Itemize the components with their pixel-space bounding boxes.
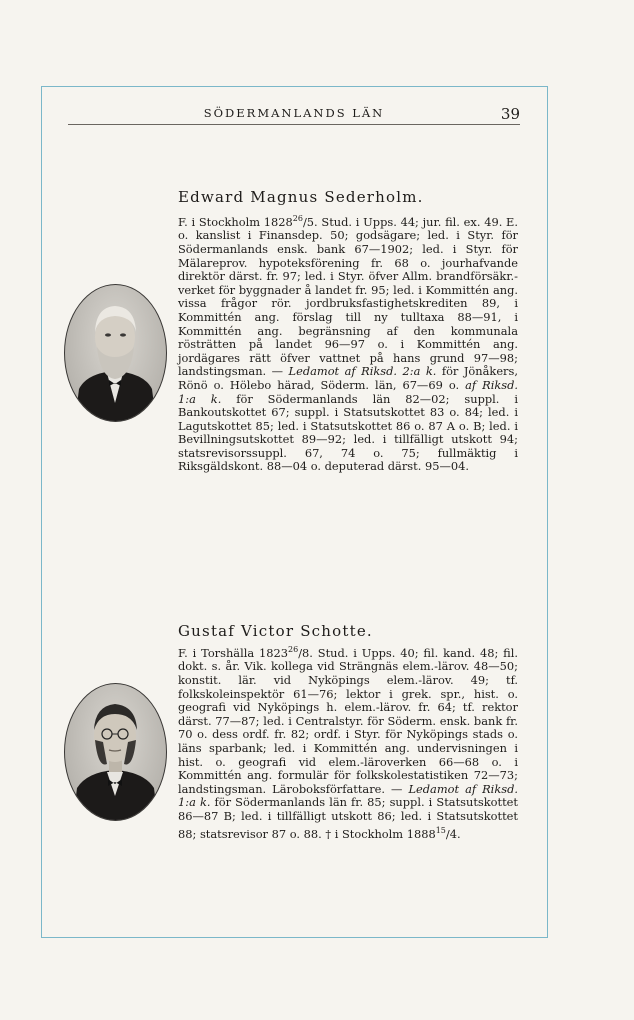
bio-text: /5. Stud. i Upps. 44; jur. fil. ex. 49. E. o. kanslist i Finansdep. 50; godsägare; led. i Styr. för Södermanlands ensk. bank 67—1902; led. i Styr. för Mälareprov. hypoteksförening fr. 68 o. jourhafvande direktör därst. fr. 97; led. i Styr. öfver Allm. brandförsäkr.-verket för byggnader å landet fr. 95; led. i Kommittén ang. vissa frågor rör. jordbruksfastighetskrediten 89, i Kommittén ang. förslag till ny tulltaxa 88—91, i Kommittén ang. begränsning af den kommunala rösträtten på landet 96—97 o. i Kommittén ang. jordägares rätt öfver vattnet på hans grund 97—98; landstingsman. — [178,214,518,379]
page-number: 39 [500,105,520,123]
running-title: SÖDERMANLANDS LÄN [203,106,385,120]
portrait-sederholm [64,284,167,422]
bio-italic: af Riksd. 1:a k. [178,377,518,406]
birth-day-superscript: 26 [288,645,299,654]
bio-italic: Ledamot af Riksd. 2:a k. [288,364,437,379]
running-header [68,104,520,125]
bio-italic: Ledamot af Riksd. 1:a k. [178,781,518,810]
bio-text: /4. [445,826,461,841]
bio-text: F. i Torshälla 1823 [178,645,289,660]
entry-bio-sederholm [178,212,518,474]
entry-name-schotte: Gustaf Victor Schotte. [178,622,373,640]
portrait-schotte [64,683,167,821]
bio-text: för Södermanlands län fr. 85; suppl. i Statsutskottet 86—87 B; led. i tillfälligt utskott 86; led. i Statsutskottet 88; statsrevisor 87 o. 88. † i Stockholm 1888 [178,795,518,841]
entry-bio-schotte [178,643,518,841]
death-day-superscript: 15 [435,825,446,835]
bio-text: /8. Stud. i Upps. 40; fil. kand. 48; fil. dokt. s. år. Vik. kollega vid Strängnäs elem.-lärov. 48—50; konstit. lär. vid Nyköpings elem.-lärov. 49; tf. folkskoleinspektör 61—76; lektor i grek. spr., hist. o. geografi vid Nyköpings h. elem.-lärov. fr. 64; tf. rektor därst. 77—87; led. i Centralstyr. för Söderm. ensk. bank fr. 70 o. dess ordf. fr. 82; ordf. i Styr. för Nyköpings stads o. läns sparbank; led. i Kommittén ang. undervisningen i hist. o. geografi vid elem.-läroverken 66—68 o. i Kommittén ang. formulär för folkskolestatistiken 72—73; landstingsman. Läroboksförfattare. — [178,645,518,796]
bio-text: för Södermanlands län 82—02; suppl. i Bankoutskottet 67; suppl. i Statsutskottet 83 o. 84; led. i Lagutskottet 85; led. i Statsutskottet 86 o. 87 A o. B; led. i Bevillningsutskottet 89—92; led. i tillfälligt utskott 94; statsrevisorssuppl. 67, 74 o. 75; fullmäktig i Riksgäldskont. 88—04 o. deputerad därst. 95—04. [178,391,518,474]
entry-name-sederholm: Edward Magnus Sederholm. [178,188,424,206]
bio-text: F. i Stockholm 1828 [178,214,293,229]
birth-day-superscript: 26 [292,214,303,223]
bio-text: för Jönåkers, Rönö o. Hölebo härad, Söderm. län, 67—69 o. [178,364,518,392]
